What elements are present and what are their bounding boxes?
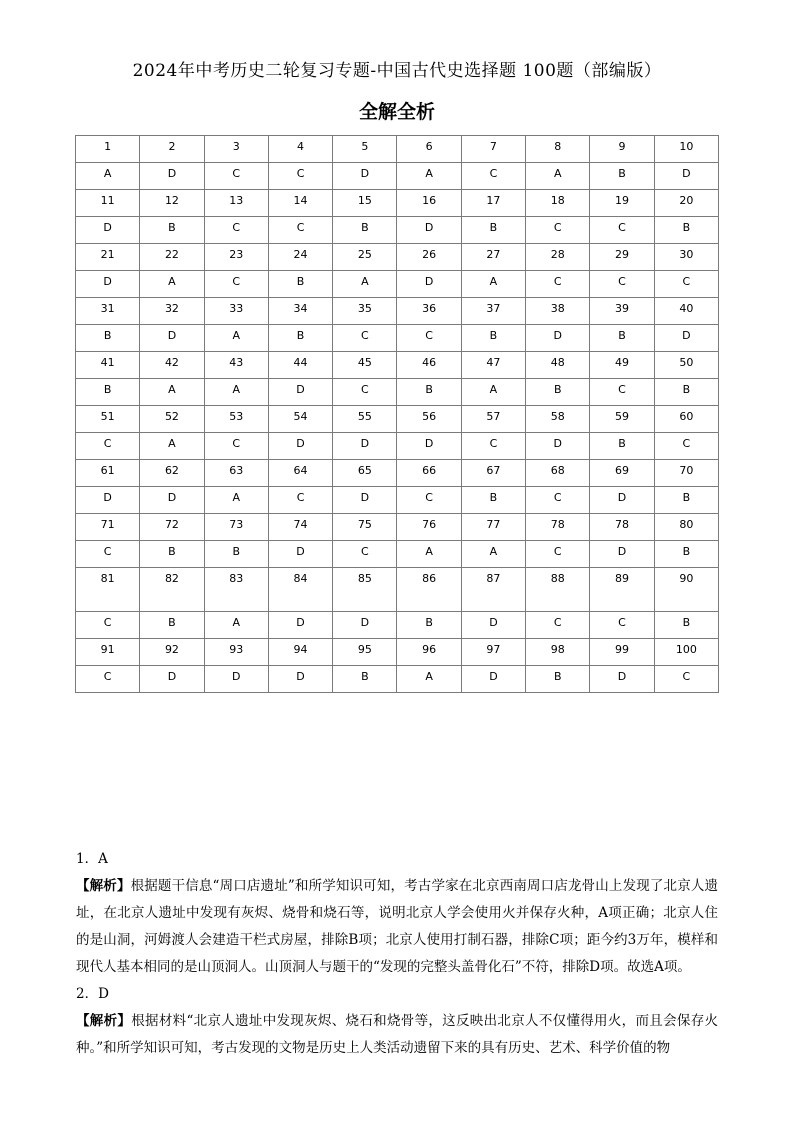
question-number-cell: 8 [526, 136, 590, 163]
question-number-cell: 45 [333, 352, 397, 379]
question-number-cell: 6 [397, 136, 461, 163]
question-number-cell: 10 [654, 136, 718, 163]
answer-cell: C [268, 487, 332, 514]
answer-cell: A [397, 666, 461, 693]
question-number-cell: 26 [397, 244, 461, 271]
document-subtitle: 全解全析 [358, 101, 435, 123]
answer-cell: B [76, 325, 140, 352]
question-number-cell: 35 [333, 298, 397, 325]
answer-row [76, 271, 719, 298]
question-number-cell: 83 [204, 568, 268, 612]
analysis-text-1: 根据题干信息“周口店遗址”和所学知识可知，考古学家在北京西南周口店龙骨山上发现了北京人遗址，在北京人遗址中发现有灰烬、烧骨和烧石等，说明北京人学会使用火并保存火种，A项正确；北京人住的是山洞，河姆渡人会建造干栏式房屋，排除B项；北京人使用打制石器，排除C项；距今约3万年，模样和现代人基本相同的是山顶洞人。山顶洞人与题干的“发现的完整头盖骨化石”不符，排除D项。故选A项。 [76, 878, 719, 975]
answer-table [75, 135, 719, 693]
question-number-cell: 25 [333, 244, 397, 271]
document-title: 2024年中考历史二轮复习专题-中国古代史选择题 100题（部编版） [132, 61, 662, 81]
question-number-row [76, 244, 719, 271]
question-number-cell: 38 [526, 298, 590, 325]
question-number-cell: 71 [76, 514, 140, 541]
answer-cell: A [461, 379, 525, 406]
answer-cell: A [461, 541, 525, 568]
question-number-cell: 13 [204, 190, 268, 217]
question-number-cell: 47 [461, 352, 525, 379]
answer-cell: C [526, 217, 590, 244]
question-number-cell: 5 [333, 136, 397, 163]
question-number-cell: 49 [590, 352, 654, 379]
question-number-cell: 32 [140, 298, 204, 325]
analysis-heading-2: 2．D [76, 986, 109, 1002]
answer-cell: C [461, 433, 525, 460]
answer-cell: A [204, 612, 268, 639]
analysis-heading-1: 1．A [76, 851, 108, 867]
answer-cell: B [590, 433, 654, 460]
question-number-row [76, 298, 719, 325]
answer-cell: D [333, 612, 397, 639]
answer-cell: D [526, 325, 590, 352]
analysis-label-1: 【解析】 [76, 878, 131, 894]
question-number-cell: 17 [461, 190, 525, 217]
question-number-cell: 19 [590, 190, 654, 217]
question-number-row [76, 190, 719, 217]
answer-cell: B [654, 217, 718, 244]
answer-cell: D [140, 325, 204, 352]
answer-cell: C [76, 666, 140, 693]
question-number-cell: 68 [526, 460, 590, 487]
question-number-cell: 94 [268, 639, 332, 666]
answer-cell: B [140, 217, 204, 244]
question-number-cell: 48 [526, 352, 590, 379]
answer-cell: D [333, 433, 397, 460]
question-number-cell: 90 [654, 568, 718, 612]
answer-cell: B [76, 379, 140, 406]
question-number-cell: 66 [397, 460, 461, 487]
answer-cell: D [526, 433, 590, 460]
question-number-cell: 99 [590, 639, 654, 666]
question-number-cell: 84 [268, 568, 332, 612]
question-number-cell: 69 [590, 460, 654, 487]
answer-cell: D [268, 666, 332, 693]
question-number-cell: 4 [268, 136, 332, 163]
answer-cell: B [526, 666, 590, 693]
question-number-cell: 76 [397, 514, 461, 541]
question-number-cell: 31 [76, 298, 140, 325]
answer-row [76, 163, 719, 190]
question-number-cell: 85 [333, 568, 397, 612]
answer-cell: C [204, 433, 268, 460]
question-number-cell: 54 [268, 406, 332, 433]
question-number-cell: 67 [461, 460, 525, 487]
question-number-cell: 89 [590, 568, 654, 612]
analysis-section [76, 846, 718, 1062]
question-number-cell: 72 [140, 514, 204, 541]
answer-cell: D [204, 666, 268, 693]
answer-cell: B [397, 379, 461, 406]
answer-cell: D [76, 487, 140, 514]
answer-cell: D [333, 163, 397, 190]
answer-cell: D [397, 217, 461, 244]
answer-row [76, 379, 719, 406]
question-number-cell: 21 [76, 244, 140, 271]
answer-cell: C [526, 612, 590, 639]
question-number-row [76, 352, 719, 379]
question-number-cell: 33 [204, 298, 268, 325]
answer-cell: C [333, 379, 397, 406]
question-number-cell: 43 [204, 352, 268, 379]
answer-cell: A [333, 271, 397, 298]
question-number-cell: 55 [333, 406, 397, 433]
answer-cell: A [140, 271, 204, 298]
answer-row [76, 666, 719, 693]
question-number-cell: 81 [76, 568, 140, 612]
question-number-cell: 16 [397, 190, 461, 217]
answer-cell: D [397, 433, 461, 460]
question-number-cell: 39 [590, 298, 654, 325]
question-number-cell: 80 [654, 514, 718, 541]
answer-cell: C [590, 271, 654, 298]
question-number-row [76, 568, 719, 612]
answer-cell: C [76, 541, 140, 568]
question-number-cell: 92 [140, 639, 204, 666]
answer-cell: D [654, 325, 718, 352]
question-number-cell: 20 [654, 190, 718, 217]
answer-cell: B [654, 541, 718, 568]
question-number-cell: 97 [461, 639, 525, 666]
answer-cell: C [526, 487, 590, 514]
question-number-cell: 86 [397, 568, 461, 612]
analysis-text-2: 根据材料“北京人遗址中发现灰烬、烧石和烧骨等，这反映出北京人不仅懂得用火，而且会保存火种。”和所学知识可知，考古发现的文物是历史上人类活动遗留下来的具有历史、艺术、科学价值的物 [76, 1013, 719, 1056]
answer-row [76, 433, 719, 460]
question-number-cell: 93 [204, 639, 268, 666]
question-number-cell: 78 [526, 514, 590, 541]
answer-cell: B [461, 217, 525, 244]
answer-cell: D [140, 163, 204, 190]
answer-cell: C [333, 541, 397, 568]
answer-cell: A [140, 433, 204, 460]
answer-row [76, 325, 719, 352]
question-number-cell: 77 [461, 514, 525, 541]
answer-cell: A [397, 541, 461, 568]
answer-cell: A [76, 163, 140, 190]
answer-cell: D [590, 487, 654, 514]
question-number-cell: 46 [397, 352, 461, 379]
question-number-cell: 37 [461, 298, 525, 325]
question-number-cell: 53 [204, 406, 268, 433]
answer-cell: B [461, 487, 525, 514]
answer-cell: B [204, 541, 268, 568]
question-number-cell: 59 [590, 406, 654, 433]
question-number-cell: 15 [333, 190, 397, 217]
answer-cell: D [461, 666, 525, 693]
question-number-cell: 22 [140, 244, 204, 271]
question-number-cell: 60 [654, 406, 718, 433]
question-number-cell: 52 [140, 406, 204, 433]
question-number-cell: 75 [333, 514, 397, 541]
answer-cell: A [204, 325, 268, 352]
question-number-cell: 56 [397, 406, 461, 433]
analysis-body-2 [76, 1008, 718, 1062]
answer-cell: C [204, 217, 268, 244]
answer-cell: D [590, 666, 654, 693]
question-number-cell: 57 [461, 406, 525, 433]
answer-cell: C [268, 217, 332, 244]
answer-cell: C [268, 163, 332, 190]
question-number-row [76, 136, 719, 163]
question-number-cell: 12 [140, 190, 204, 217]
answer-cell: A [526, 163, 590, 190]
question-number-row [76, 460, 719, 487]
question-number-cell: 91 [76, 639, 140, 666]
answer-cell: C [590, 612, 654, 639]
answer-cell: B [268, 325, 332, 352]
question-number-cell: 23 [204, 244, 268, 271]
answer-cell: C [590, 217, 654, 244]
question-number-cell: 18 [526, 190, 590, 217]
answer-cell: D [397, 271, 461, 298]
question-number-cell: 7 [461, 136, 525, 163]
question-number-cell: 2 [140, 136, 204, 163]
answer-cell: A [204, 379, 268, 406]
question-number-cell: 34 [268, 298, 332, 325]
answer-cell: C [526, 271, 590, 298]
answer-cell: B [140, 612, 204, 639]
analysis-label-2: 【解析】 [76, 1013, 132, 1029]
question-number-cell: 62 [140, 460, 204, 487]
answer-row [76, 217, 719, 244]
answer-cell: A [461, 271, 525, 298]
question-number-cell: 1 [76, 136, 140, 163]
answer-cell: B [526, 379, 590, 406]
answer-cell: D [654, 163, 718, 190]
answer-cell: D [140, 487, 204, 514]
question-number-cell: 88 [526, 568, 590, 612]
answer-cell: D [268, 541, 332, 568]
answer-row [76, 612, 719, 639]
answer-cell: A [204, 487, 268, 514]
answer-cell: C [204, 271, 268, 298]
question-number-cell: 74 [268, 514, 332, 541]
question-number-cell: 95 [333, 639, 397, 666]
question-number-cell: 50 [654, 352, 718, 379]
answer-cell: B [654, 379, 718, 406]
answer-cell: B [654, 487, 718, 514]
question-number-row [76, 406, 719, 433]
answer-cell: B [333, 217, 397, 244]
question-number-cell: 24 [268, 244, 332, 271]
question-number-cell: 14 [268, 190, 332, 217]
answer-row [76, 487, 719, 514]
answer-cell: C [76, 612, 140, 639]
question-number-cell: 63 [204, 460, 268, 487]
answer-cell: D [76, 217, 140, 244]
question-number-cell: 78 [590, 514, 654, 541]
answer-cell: C [204, 163, 268, 190]
answer-cell: D [461, 612, 525, 639]
question-number-cell: 40 [654, 298, 718, 325]
answer-cell: B [461, 325, 525, 352]
answer-cell: D [268, 612, 332, 639]
answer-cell: B [268, 271, 332, 298]
question-number-cell: 73 [204, 514, 268, 541]
answer-cell: C [654, 433, 718, 460]
question-number-cell: 100 [654, 639, 718, 666]
question-number-row [76, 639, 719, 666]
question-number-cell: 87 [461, 568, 525, 612]
answer-cell: B [654, 612, 718, 639]
answer-cell: D [268, 433, 332, 460]
answer-cell: C [397, 487, 461, 514]
answer-cell: D [590, 541, 654, 568]
answer-cell: D [333, 487, 397, 514]
answer-cell: A [397, 163, 461, 190]
answer-cell: C [654, 666, 718, 693]
answer-cell: B [590, 325, 654, 352]
answer-cell: A [140, 379, 204, 406]
answer-cell: C [333, 325, 397, 352]
question-number-cell: 44 [268, 352, 332, 379]
answer-cell: D [268, 379, 332, 406]
question-number-cell: 41 [76, 352, 140, 379]
question-number-row [76, 514, 719, 541]
question-number-cell: 30 [654, 244, 718, 271]
answer-cell: C [526, 541, 590, 568]
answer-cell: C [590, 379, 654, 406]
question-number-cell: 11 [76, 190, 140, 217]
question-number-cell: 65 [333, 460, 397, 487]
question-number-cell: 51 [76, 406, 140, 433]
question-number-cell: 96 [397, 639, 461, 666]
analysis-body-1 [76, 873, 718, 981]
answer-cell: C [654, 271, 718, 298]
question-number-cell: 3 [204, 136, 268, 163]
question-number-cell: 98 [526, 639, 590, 666]
question-number-cell: 82 [140, 568, 204, 612]
question-number-cell: 28 [526, 244, 590, 271]
answer-cell: B [140, 541, 204, 568]
question-number-cell: 61 [76, 460, 140, 487]
question-number-cell: 27 [461, 244, 525, 271]
question-number-cell: 64 [268, 460, 332, 487]
answer-cell: D [140, 666, 204, 693]
question-number-cell: 42 [140, 352, 204, 379]
answer-cell: B [590, 163, 654, 190]
question-number-cell: 9 [590, 136, 654, 163]
question-number-cell: 29 [590, 244, 654, 271]
answer-row [76, 541, 719, 568]
question-number-cell: 36 [397, 298, 461, 325]
answer-cell: B [333, 666, 397, 693]
answer-cell: C [461, 163, 525, 190]
question-number-cell: 70 [654, 460, 718, 487]
answer-cell: B [397, 612, 461, 639]
answer-cell: C [397, 325, 461, 352]
question-number-cell: 58 [526, 406, 590, 433]
answer-cell: C [76, 433, 140, 460]
answer-cell: D [76, 271, 140, 298]
